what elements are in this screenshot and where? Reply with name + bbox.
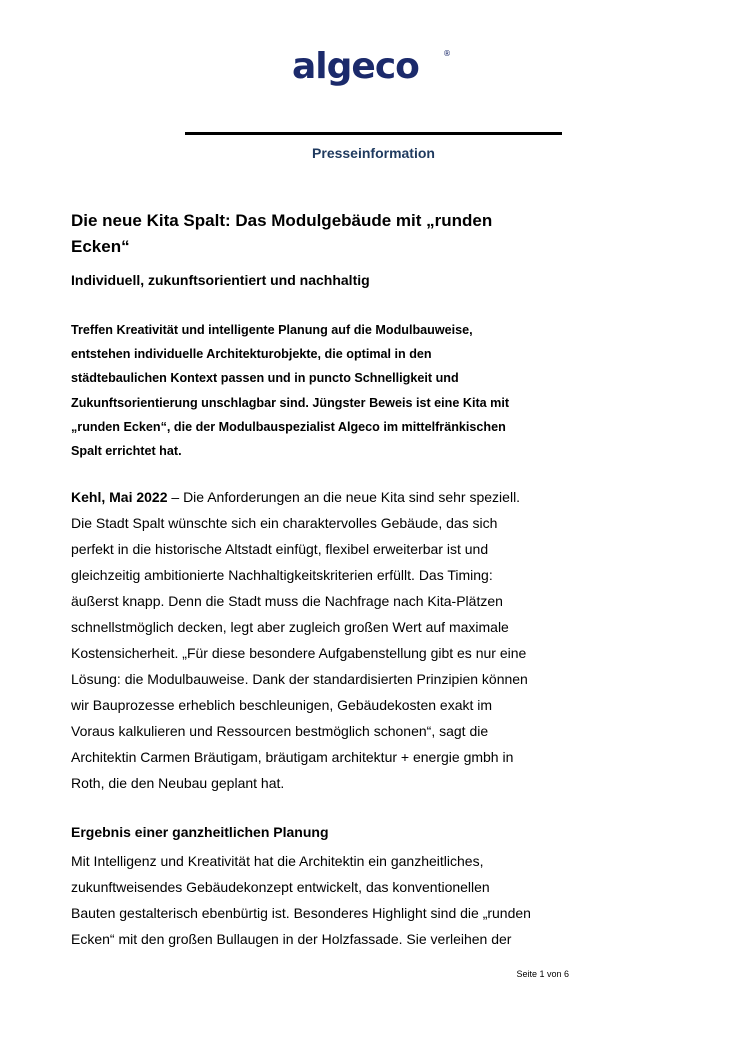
algeco-logo-wordmark: [290, 48, 460, 98]
section-line: Ecken“ mit den großen Bullaugen in der Holzfassade. Sie verleihen der: [71, 931, 512, 947]
registered-mark: ®: [443, 49, 451, 58]
title-line: Ecken“: [71, 237, 130, 256]
body-paragraph: [71, 484, 571, 796]
page-number: Seite 1 von 6: [516, 969, 569, 979]
lead-line: „runden Ecken“, die der Modulbauspezialist Algeco im mittelfränkischen: [71, 419, 506, 434]
section-heading: Ergebnis einer ganzheitlichen Planung: [71, 824, 329, 840]
subtitle: Individuell, zukunftsorientiert und nachhaltig: [71, 272, 370, 288]
section-paragraph: [71, 848, 571, 952]
lead-line: entstehen individuelle Architekturobjekte, die optimal in den: [71, 347, 432, 362]
body-line: schnellstmöglich decken, legt aber zugleich großen Wert auf maximale: [71, 619, 509, 635]
logo-text: algeco: [292, 48, 419, 87]
body-line: wir Bauprozesse erheblich beschleunigen, Gebäudekosten exakt im: [71, 697, 493, 713]
lead-line: Spalt errichtet hat.: [71, 444, 182, 459]
body-line: Lösung: die Modulbauweise. Dank der standardisierten Prinzipien können: [71, 671, 528, 687]
body-first-line: – Die Anforderungen an die neue Kita sind sehr speziell.: [167, 489, 521, 505]
page-title: [71, 208, 551, 260]
section-line: Bauten gestalterisch ebenbürtig ist. Besonderes Highlight sind die „runden: [71, 905, 531, 921]
lead-paragraph: [71, 318, 561, 463]
body-line: Die Stadt Spalt wünschte sich ein charaktervolles Gebäude, das sich: [71, 515, 498, 531]
body-line: gleichzeitig ambitionierte Nachhaltigkeitskriterien erfüllt. Das Timing:: [71, 567, 493, 583]
header-rule: [185, 132, 562, 135]
body-line: [71, 484, 571, 510]
lead-line: Treffen Kreativität und intelligente Planung auf die Modulbauweise,: [71, 323, 473, 337]
lead-line: Zukunftsorientierung unschlagbar sind. Jüngster Beweis ist eine Kita mit: [71, 395, 510, 410]
section-line: zukunftweisendes Gebäudekonzept entwickelt, das konventionellen: [71, 879, 490, 895]
body-line: Kostensicherheit. „Für diese besondere Aufgabenstellung gibt es nur eine: [71, 645, 527, 661]
title-line: Die neue Kita Spalt: Das Modulgebäude mit „runden: [71, 211, 493, 230]
body-line: äußerst knapp. Denn die Stadt muss die Nachfrage nach Kita-Plätzen: [71, 593, 503, 609]
body-line: Voraus kalkulieren und Ressourcen bestmöglich schonen“, sagt die: [71, 723, 489, 739]
algeco-logo: [290, 48, 460, 98]
body-line: Architektin Carmen Bräutigam, bräutigam architektur + energie gmbh in: [71, 749, 514, 765]
lead-line: städtebaulichen Kontext passen und in puncto Schnelligkeit und: [71, 371, 459, 386]
dateline: Kehl, Mai 2022: [71, 489, 168, 505]
body-line: Roth, die den Neubau geplant hat.: [71, 775, 285, 791]
body-line: perfekt in die historische Altstadt einfügt, flexibel erweiterbar ist und: [71, 541, 489, 557]
press-label: Presseinformation: [312, 145, 435, 161]
section-line: Mit Intelligenz und Kreativität hat die Architektin ein ganzheitliches,: [71, 853, 484, 869]
